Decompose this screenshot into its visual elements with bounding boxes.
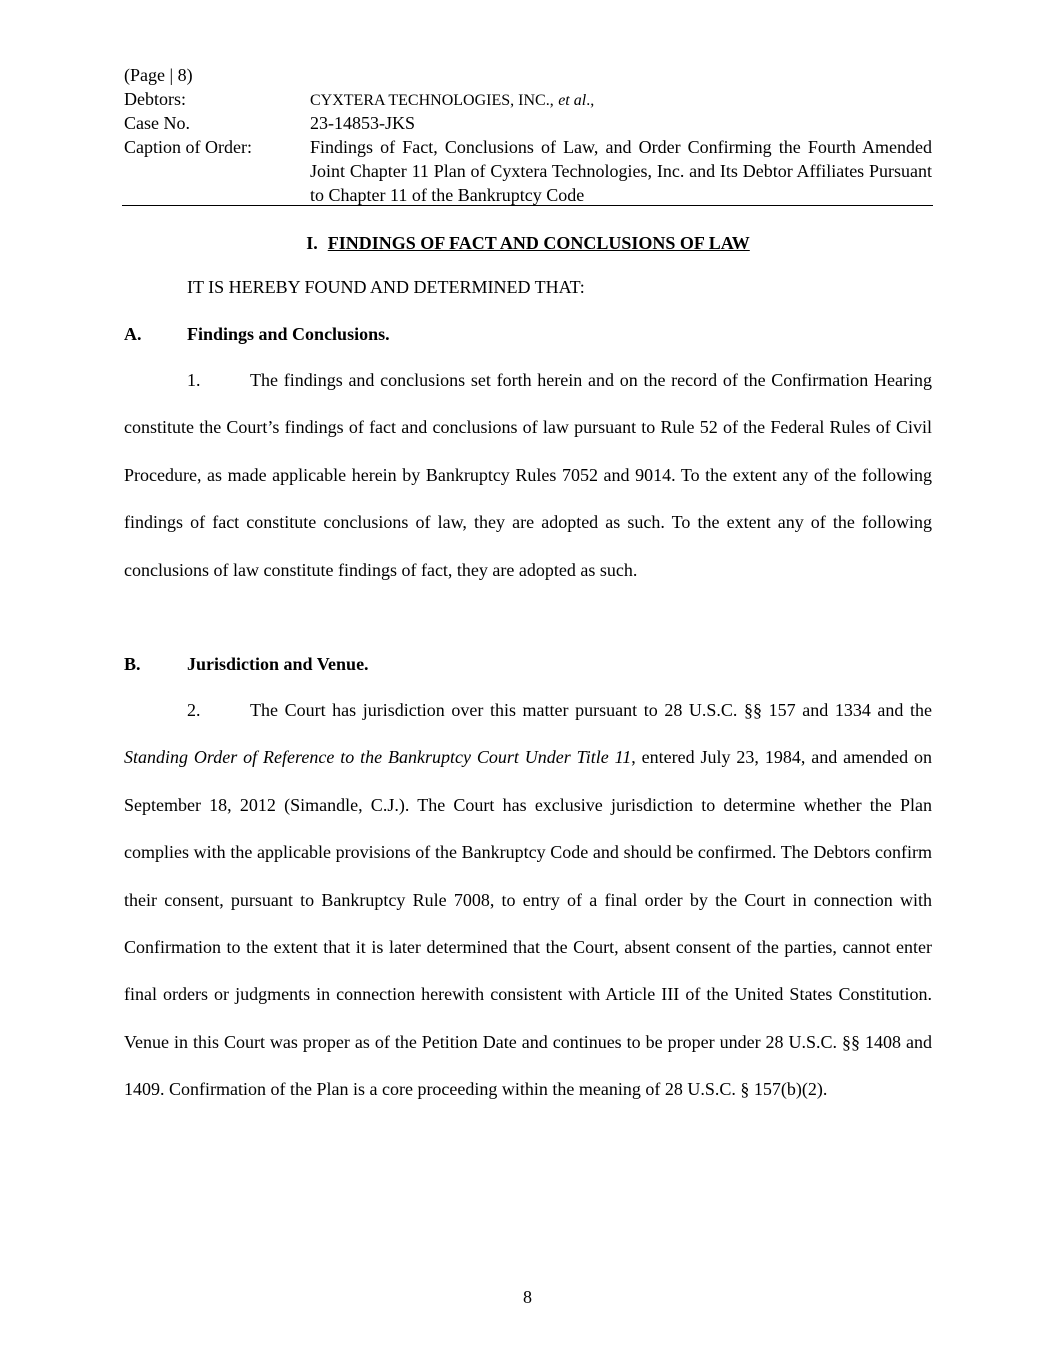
section-heading [124, 233, 932, 254]
subsection-letter: A. [124, 324, 142, 344]
section-intro: IT IS HEREBY FOUND AND DETERMINED THAT: [187, 277, 585, 297]
subsection-heading [124, 654, 369, 675]
paragraph-text-continued: , entered July 23, 1984, and amended on September 18, 2012 (Simandle, C.J.). The Court has exclusive jurisdiction to determine whether the Plan complies with the applicable provisions of the Bankruptcy Code and should be confirmed. The Debtors confirm their consent, pursuant to Bankruptcy Rule 7008, to entry of a final order by the Court in connection with Confirmation to the extent that it is later determined that the Court, absent consent of the parties, cannot enter final orders or judgments in connection herewith consistent with Article III of the United States Constitution. Venue in this Court was proper as of the Petition Date and continues to be proper under 28 U.S.C. §§ 1408 and 1409. Confirmation of the Plan is a core proceeding within the meaning of 28 U.S.C. § 157(b)(2). [124, 747, 932, 1100]
caption-row [124, 135, 932, 207]
paragraph-text: The findings and conclusions set forth herein and on the record of the Confirmation Hearing constitute the Court’s findings of fact and conclusions of law pursuant to Rule 52 of the Federal Rules of Civil Procedure, as made applicable herein by Bankruptcy Rules 7052 and 9014. To the extent any of the following findings of fact constitute conclusions of law, they are adopted as such. To the extent any of the following conclusions of law constitute findings of fact, they are adopted as such. [124, 370, 932, 580]
debtors-label: Debtors: [124, 89, 186, 109]
debtors-etal: et al [558, 92, 587, 109]
subsection-letter: B. [124, 654, 141, 674]
paragraph-italic-citation: Standing Order of Reference to the Bankruptcy Court Under Title 11 [124, 747, 632, 768]
caption-value: Findings of Fact, Conclusions of Law, and Order Confirming the Fourth Amended Joint Chapter 11 Plan of Cyxtera Technologies, Inc. and Its Debtor Affiliates Pursuant to Chapter 11 of the Bankruptcy Code [310, 137, 932, 205]
debtors-tail: ., [586, 92, 595, 109]
debtors-row [124, 87, 932, 113]
subsection-heading [124, 324, 390, 345]
page-reference-text: (Page | 8) [124, 65, 193, 85]
paragraph [124, 357, 932, 594]
header-divider [122, 205, 933, 206]
page-reference [124, 63, 932, 87]
paragraph-number: 2. [187, 700, 201, 720]
paragraph-number: 1. [187, 370, 201, 390]
section-number: I. [306, 233, 318, 253]
section-title: FINDINGS OF FACT AND CONCLUSIONS OF LAW [327, 233, 750, 253]
debtors-name: CYXTERA TECHNOLOGIES, INC., [310, 92, 554, 109]
footer-page-number: 8 [523, 1287, 532, 1307]
subsection-title: Findings and Conclusions. [187, 324, 390, 344]
case-number-label: Case No. [124, 113, 190, 133]
case-number-row [124, 111, 932, 135]
case-number-value: 23-14853-JKS [310, 113, 416, 133]
debtors-value [310, 87, 932, 113]
subsection-title: Jurisdiction and Venue. [187, 654, 369, 674]
paragraph [124, 687, 932, 1114]
caption-label: Caption of Order: [124, 137, 252, 157]
paragraph-text: The Court has jurisdiction over this matter pursuant to 28 U.S.C. §§ 157 and 1334 and the [250, 700, 932, 720]
